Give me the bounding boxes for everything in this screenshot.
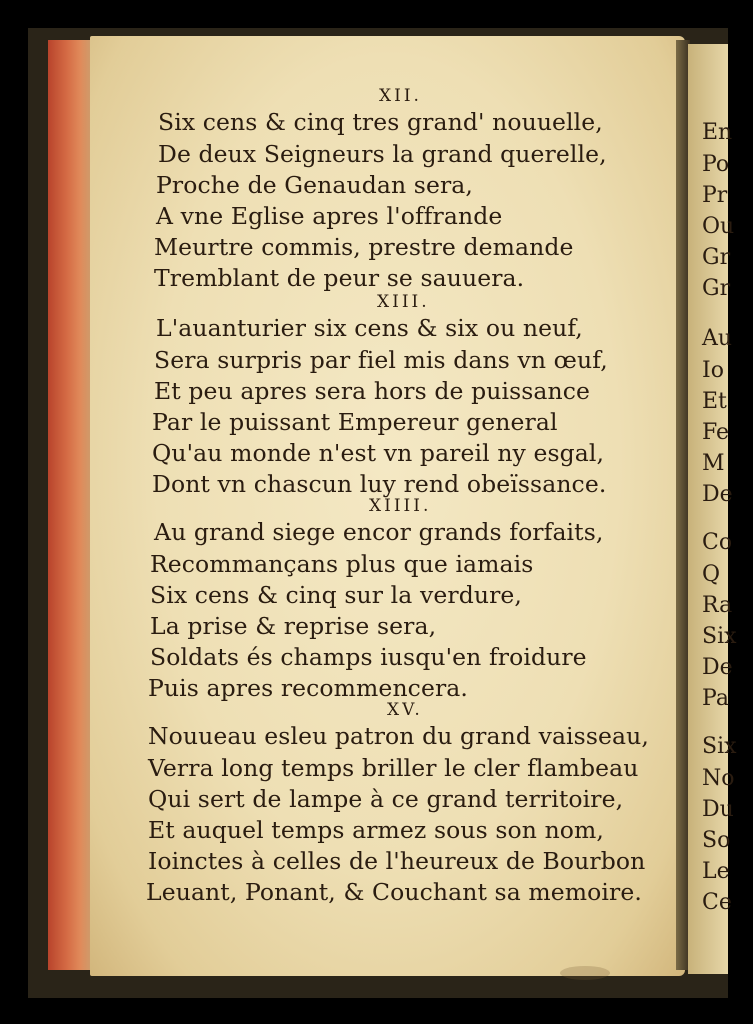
next-page-fragment: De bbox=[702, 655, 733, 680]
paper-stain bbox=[560, 966, 610, 980]
stanza-number: XV. bbox=[387, 700, 423, 720]
verse-line: Sera surpris par fiel mis dans vn œuf, bbox=[154, 346, 608, 374]
verse-line: La prise & reprise sera, bbox=[150, 612, 437, 640]
verse-line: Meurtre commis, prestre demande bbox=[154, 233, 574, 261]
next-page-fragment: Pa bbox=[702, 686, 729, 711]
next-page-fragment: Gr bbox=[702, 245, 731, 270]
verse-line: Soldats és champs iusqu'en froidure bbox=[150, 643, 587, 671]
verse-line: Leuant, Ponant, & Couchant sa memoire. bbox=[146, 878, 642, 906]
next-page-fragment: Q bbox=[702, 562, 721, 587]
next-page-fragment: Pr bbox=[702, 183, 728, 208]
stanza-number: XIIII. bbox=[369, 496, 432, 516]
right-page-edge bbox=[688, 44, 737, 974]
next-page-fragment: De bbox=[702, 482, 733, 507]
verse-line: Et peu apres sera hors de puissance bbox=[154, 377, 591, 405]
next-page-fragment: Io bbox=[702, 358, 724, 383]
next-page-fragment: Po bbox=[702, 152, 730, 177]
next-page-fragment: Du bbox=[702, 797, 734, 822]
next-page-fragment: Six bbox=[702, 624, 737, 649]
verse-line: Et auquel temps armez sous son nom, bbox=[148, 816, 605, 844]
stanza-number: XII. bbox=[379, 86, 422, 106]
next-page-fragment: Ou bbox=[702, 214, 735, 239]
next-page-fragment: M bbox=[702, 451, 725, 476]
verse-line: Puis apres recommencera. bbox=[148, 674, 468, 702]
verse-line: L'auanturier six cens & six ou neuf, bbox=[156, 314, 583, 342]
verse-line: Ioinctes à celles de l'heureux de Bourbon bbox=[148, 847, 646, 875]
next-page-fragment: No bbox=[702, 766, 735, 791]
verse-line: Dont vn chascun luy rend obeïssance. bbox=[152, 470, 607, 498]
next-page-fragment: Ce bbox=[702, 890, 732, 915]
verse-line: Verra long temps briller le cler flambeau bbox=[148, 754, 639, 782]
verse-line: Par le puissant Empereur general bbox=[152, 408, 558, 436]
verse-line: Qu'au monde n'est vn pareil ny esgal, bbox=[152, 439, 605, 467]
next-page-fragment: Au bbox=[702, 326, 733, 351]
next-page-fragment: Et bbox=[702, 389, 727, 414]
verse-line: Au grand siege encor grands forfaits, bbox=[154, 518, 604, 546]
next-page-fragment: Ra bbox=[702, 593, 733, 618]
red-page-edges bbox=[48, 40, 94, 970]
verse-line: Nouueau esleu patron du grand vaisseau, bbox=[148, 722, 649, 750]
verse-line: A vne Eglise apres l'offrande bbox=[156, 202, 503, 230]
next-page-fragment: Le bbox=[702, 859, 730, 884]
verse-line: Six cens & cinq tres grand' nouuelle, bbox=[158, 108, 603, 136]
verse-line: Tremblant de peur se sauuera. bbox=[154, 264, 525, 292]
stanza-number: XIII. bbox=[377, 292, 430, 312]
verse-line: Qui sert de lampe à ce grand territoire, bbox=[148, 785, 624, 813]
verse-line: De deux Seigneurs la grand querelle, bbox=[158, 140, 607, 168]
left-page bbox=[90, 36, 685, 976]
next-page-fragment: En bbox=[702, 120, 733, 145]
verse-line: Recommançans plus que iamais bbox=[150, 550, 534, 578]
next-page-fragment: So bbox=[702, 828, 731, 853]
verse-line: Proche de Genaudan sera, bbox=[156, 171, 473, 199]
next-page-fragment: Six bbox=[702, 734, 737, 759]
verse-line: Six cens & cinq sur la verdure, bbox=[150, 581, 522, 609]
next-page-fragment: Fe bbox=[702, 420, 730, 445]
page-text bbox=[90, 36, 685, 976]
next-page-fragment: Gr bbox=[702, 276, 731, 301]
next-page-fragment: Co bbox=[702, 530, 733, 555]
